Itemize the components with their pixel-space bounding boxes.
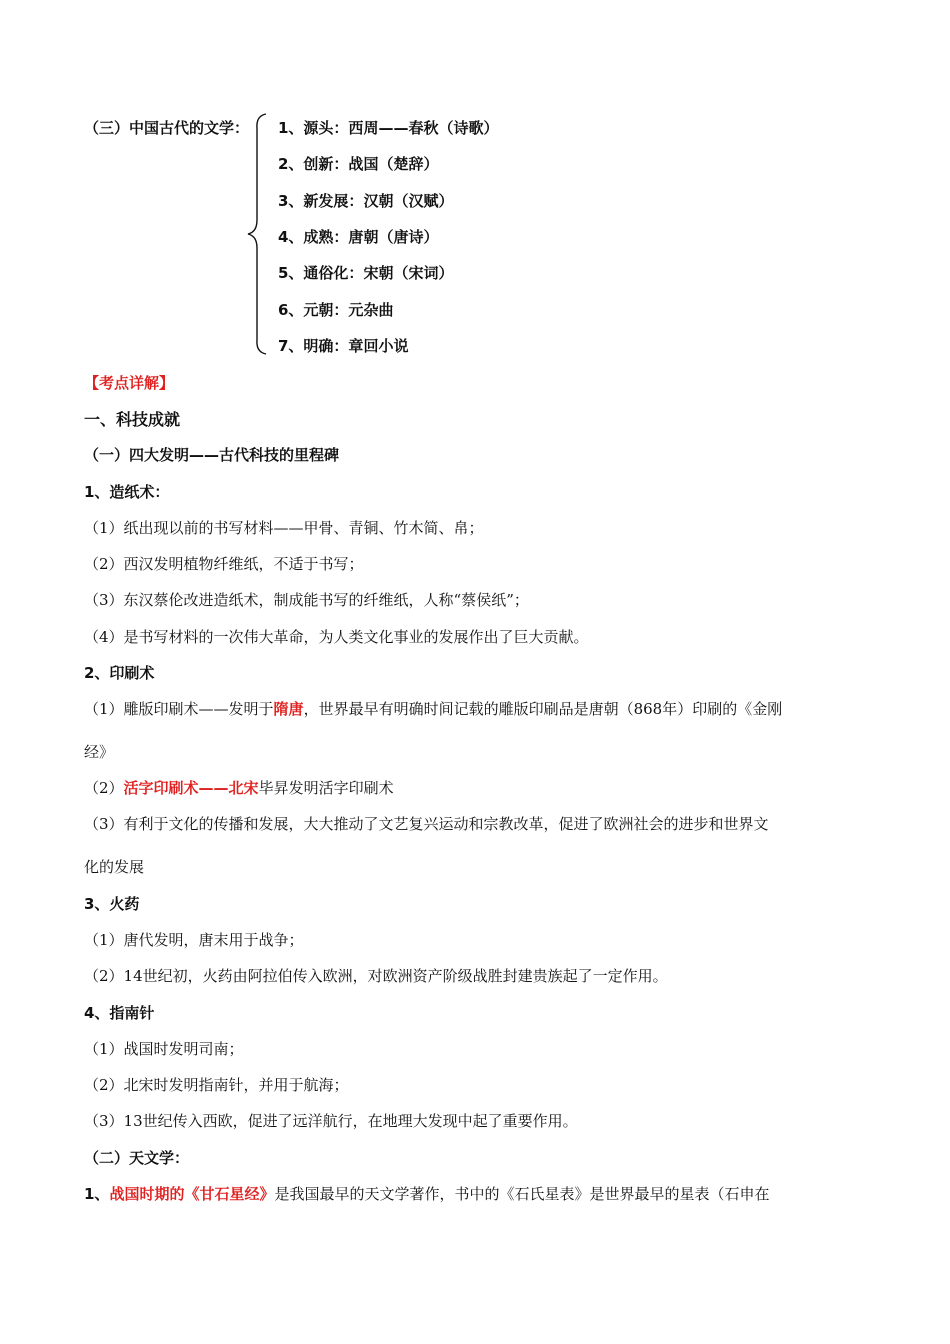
printing-item-1-cont: 经》 xyxy=(84,743,115,761)
lit-item: 3、新发展：汉朝（汉赋） xyxy=(278,192,454,210)
compass-title: 4、指南针 xyxy=(84,1004,155,1022)
lit-item: 5、通俗化：宋朝（宋词） xyxy=(278,264,454,282)
printing-item-1-text: （1）雕版印刷术——发明于 xyxy=(84,700,274,718)
printing-title: 2、印刷术 xyxy=(84,664,155,682)
lit-item: 6、元朝：元杂曲 xyxy=(278,301,394,319)
gunpowder-title: 3、火药 xyxy=(84,895,140,913)
highlight-text: 隋唐 xyxy=(273,700,304,718)
subsection-heading: （二）天文学： xyxy=(84,1149,190,1167)
kaodian-heading: 【考点详解】 xyxy=(84,374,175,392)
astronomy-rest: 是我国最早的天文学著作，书中的《石氏星表》是世界最早的星表（石申在 xyxy=(274,1185,770,1203)
highlight-text: 战国时期的《甘石星经》 xyxy=(109,1185,275,1203)
printing-item-1-rest: ，世界最早有明确时间记载的雕版印刷品是唐朝（868年）印刷的《金刚 xyxy=(303,700,783,718)
paper-item: （2）西汉发明植物纤维纸，不适于书写； xyxy=(84,555,364,573)
compass-item: （3）13世纪传入西欧，促进了远洋航行，在地理大发现中起了重要作用。 xyxy=(84,1112,578,1130)
curly-brace-icon xyxy=(246,112,268,356)
subsection-heading: （一）四大发明——古代科技的里程碑 xyxy=(84,446,340,464)
lit-item: 1、源头：西周——春秋（诗歌） xyxy=(278,119,499,137)
printing-item-2-rest: 毕昇发明活字印刷术 xyxy=(258,779,394,797)
gunpowder-item: （1）唐代发明，唐末用于战争； xyxy=(84,931,304,949)
astronomy-item xyxy=(84,1183,769,1204)
compass-item: （1）战国时发明司南； xyxy=(84,1040,244,1058)
compass-item: （2）北宋时发明指南针，并用于航海； xyxy=(84,1076,349,1094)
printing-item-1 xyxy=(84,698,782,719)
printing-item-2 xyxy=(84,777,394,798)
paper-item: （1）纸出现以前的书写材料——甲骨、青铜、竹木简、帛； xyxy=(84,519,484,537)
lit-item: 2、创新：战国（楚辞） xyxy=(278,155,439,173)
printing-item-3: （3）有利于文化的传播和发展，大大推动了文艺复兴运动和宗教改革，促进了欧洲社会的进步和世界文 xyxy=(84,815,769,833)
paper-title: 1、造纸术： xyxy=(84,483,170,501)
printing-item-3-cont: 化的发展 xyxy=(84,858,145,876)
astronomy-num: 1、 xyxy=(84,1185,110,1203)
paper-item: （4）是书写材料的一次伟大革命，为人类文化事业的发展作出了巨大贡献。 xyxy=(84,628,589,646)
lit-label: （三）中国古代的文学： xyxy=(84,119,250,137)
paper-item: （3）东汉蔡伦改进造纸术，制成能书写的纤维纸，人称“蔡侯纸”； xyxy=(84,591,529,609)
lit-item: 4、成熟：唐朝（唐诗） xyxy=(278,228,439,246)
gunpowder-item: （2）14世纪初，火药由阿拉伯传入欧洲，对欧洲资产阶级战胜封建贵族起了一定作用。 xyxy=(84,967,668,985)
printing-item-2-num: （2） xyxy=(84,779,124,797)
highlight-text: 活字印刷术——北宋 xyxy=(123,779,259,797)
lit-item: 7、明确：章回小说 xyxy=(278,337,409,355)
section-heading: 一、科技成就 xyxy=(84,410,181,429)
